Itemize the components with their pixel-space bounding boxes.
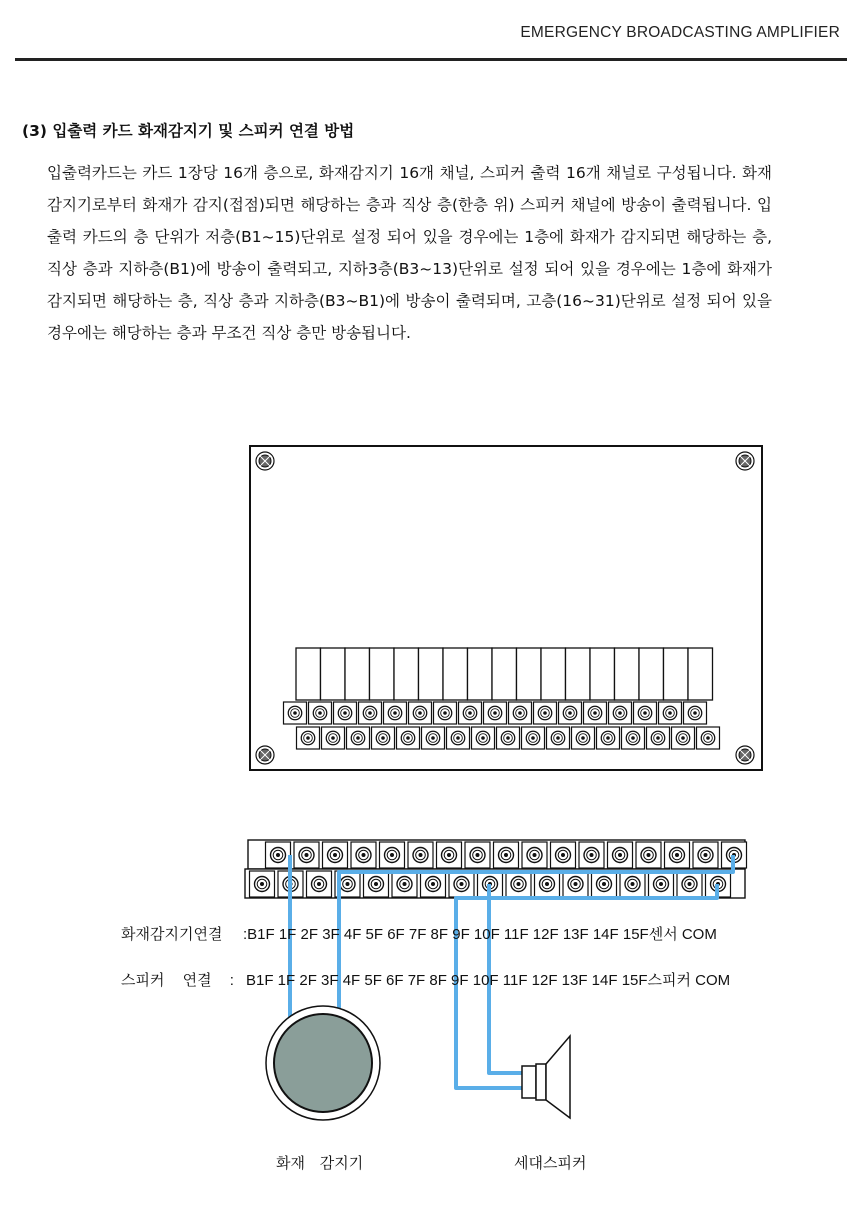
terminal-screw-icon xyxy=(540,877,555,892)
terminal-screw-icon xyxy=(255,877,270,892)
terminal-screw-icon xyxy=(654,877,669,892)
terminal-screw-icon xyxy=(638,706,652,720)
relay-block xyxy=(688,648,713,700)
relay-block xyxy=(566,648,591,700)
terminal-screw-icon xyxy=(288,706,302,720)
terminal-screw-icon xyxy=(451,731,465,745)
terminal-screw-icon xyxy=(670,848,685,863)
terminal-screw-icon xyxy=(363,706,377,720)
relay-block xyxy=(296,648,321,700)
terminal-screw-icon xyxy=(688,706,702,720)
terminal-screw-icon xyxy=(626,731,640,745)
terminal-screw-icon xyxy=(328,848,343,863)
terminal-screw-icon xyxy=(413,848,428,863)
terminal-screw-icon xyxy=(376,731,390,745)
relay-block xyxy=(517,648,542,700)
terminal-screw-icon xyxy=(388,706,402,720)
fire-detector-caption: 화재 감지기 xyxy=(276,1154,364,1172)
terminal-screw-icon xyxy=(511,877,526,892)
terminal-screw-icon xyxy=(601,731,615,745)
terminal-screw-icon xyxy=(369,877,384,892)
relay-block xyxy=(394,648,419,700)
terminal-screw-icon xyxy=(538,706,552,720)
terminal-screw-icon xyxy=(651,731,665,745)
fire-detector-icon xyxy=(266,1006,380,1120)
terminal-screw-icon xyxy=(576,731,590,745)
terminal-screw-icon xyxy=(313,706,327,720)
relay-block xyxy=(639,648,664,700)
mount-screw-icon xyxy=(736,452,754,470)
terminal-screw-icon xyxy=(426,731,440,745)
speaker-terminal-labels: B1F 1F 2F 3F 4F 5F 6F 7F 8F 9F 10F 11F 12F 13F 14F 15F스피커 COM xyxy=(246,972,731,989)
terminal-screw-icon xyxy=(488,706,502,720)
relay-block xyxy=(541,648,566,700)
terminal-screw-icon xyxy=(454,877,469,892)
terminal-screw-icon xyxy=(568,877,583,892)
speaker-icon xyxy=(522,1036,570,1118)
terminal-screw-icon xyxy=(527,848,542,863)
relay-block xyxy=(590,648,615,700)
terminal-screw-icon xyxy=(682,877,697,892)
section-heading: (3) 입출력 카드 화재감지기 및 스피커 연결 방법 xyxy=(22,122,355,140)
mount-screw-icon xyxy=(256,746,274,764)
terminal-screw-icon xyxy=(501,731,515,745)
relay-block xyxy=(345,648,370,700)
terminal-screw-icon xyxy=(584,848,599,863)
terminal-screw-icon xyxy=(513,706,527,720)
home-speaker-caption: 세대스피커 xyxy=(514,1154,587,1172)
relay-block xyxy=(321,648,346,700)
terminal-screw-icon xyxy=(597,877,612,892)
relay-block xyxy=(370,648,395,700)
terminal-screw-icon xyxy=(676,731,690,745)
terminal-screw-icon xyxy=(338,706,352,720)
terminal-screw-icon xyxy=(340,877,355,892)
terminal-screw-icon xyxy=(351,731,365,745)
terminal-screw-icon xyxy=(299,848,314,863)
terminal-screw-icon xyxy=(463,706,477,720)
terminal-screw-icon xyxy=(701,731,715,745)
terminal-screw-icon xyxy=(312,877,327,892)
mount-screw-icon xyxy=(736,746,754,764)
terminal-screw-icon xyxy=(385,848,400,863)
terminal-screw-icon xyxy=(625,877,640,892)
terminal-screw-icon xyxy=(613,848,628,863)
detector-connection-label: 화재감지기연결 xyxy=(121,926,223,943)
terminal-screw-icon xyxy=(442,848,457,863)
terminal-screw-icon xyxy=(426,877,441,892)
terminal-screw-icon xyxy=(326,731,340,745)
terminal-screw-icon xyxy=(470,848,485,863)
terminal-screw-icon xyxy=(663,706,677,720)
terminal-screw-icon xyxy=(356,848,371,863)
terminal-screw-icon xyxy=(588,706,602,720)
terminal-screw-icon xyxy=(397,877,412,892)
relay-block xyxy=(419,648,444,700)
relay-block xyxy=(443,648,468,700)
terminal-screw-icon xyxy=(301,731,315,745)
terminal-screw-icon xyxy=(401,731,415,745)
relay-block xyxy=(468,648,493,700)
body-paragraph: 입출력카드는 카드 1장당 16개 층으로, 화재감지기 16개 채널, 스피커 출력 16개 채널로 구성됩니다. 화재감지기로부터 화재가 감지(접점)되면 해당하는 층과 직상 층(한층 위) 스피커 채널에 방송이 출력됩니다. 입출력 카드의 층 단위가 저층(B1~15)단위로 설정 되어 있을 경우에는 1층에 화재가 감지되면 해당하는 층, 직상 층과 지하층(B1)에 방송이 출력되고, 지하3층(B3~13)단위로 설정 되어 있을 경우에는 1층에 화재가 감지되면 해당하는 층, 직상 층과 지하층(B3~B1)에 방송이 출력되며, 고층(16~31)단위로 설정 되어 있을 경우에는 해당하는 층과 무조건 직상 층만 방송됩니다. xyxy=(47,164,772,342)
relay-block xyxy=(492,648,517,700)
terminal-screw-icon xyxy=(563,706,577,720)
header-title: EMERGENCY BROADCASTING AMPLIFIER xyxy=(520,24,840,41)
terminal-screw-icon xyxy=(698,848,713,863)
terminal-screw-icon xyxy=(526,731,540,745)
terminal-screw-icon xyxy=(613,706,627,720)
terminal-screw-icon xyxy=(271,848,286,863)
speaker-connection-label: 스피커 연결 : xyxy=(121,972,234,989)
terminal-screw-icon xyxy=(556,848,571,863)
terminal-screw-icon xyxy=(438,706,452,720)
terminal-screw-icon xyxy=(499,848,514,863)
mount-screw-icon xyxy=(256,452,274,470)
terminal-block xyxy=(245,840,747,898)
relay-block xyxy=(615,648,640,700)
terminal-screw-icon xyxy=(413,706,427,720)
terminal-screw-icon xyxy=(641,848,656,863)
detector-terminal-labels: :B1F 1F 2F 3F 4F 5F 6F 7F 8F 9F 10F 11F 12F 13F 14F 15F센서 COM xyxy=(243,926,717,943)
terminal-screw-icon xyxy=(476,731,490,745)
io-card-board xyxy=(250,446,762,770)
terminal-screw-icon xyxy=(551,731,565,745)
relay-block xyxy=(664,648,689,700)
